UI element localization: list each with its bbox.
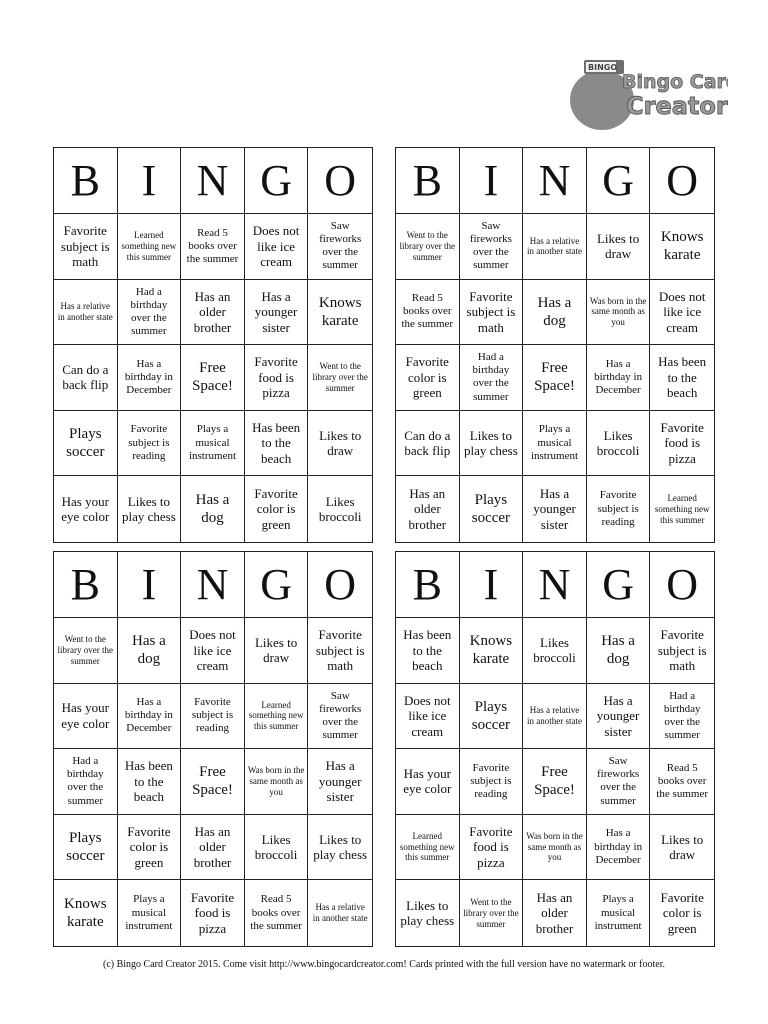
bingo-cell-went-to-the-library-over-the-summer: Went to the library over the summer (460, 880, 524, 946)
bingo-cell-plays-soccer: Plays soccer (460, 684, 524, 750)
bingo-cell-was-born-in-the-same-month-as-you: Was born in the same month as you (245, 749, 309, 815)
bingo-cell-favorite-food-is-pizza: Favorite food is pizza (650, 411, 714, 477)
header-letter-b: B (396, 148, 460, 214)
header-letter-n: N (181, 552, 245, 618)
free-space-cell: Free Space! (181, 749, 245, 815)
bingo-cell-has-been-to-the-beach: Has been to the beach (245, 411, 309, 477)
bingo-cell-read-5-books-over-the-summer: Read 5 books over the summer (181, 214, 245, 280)
bingo-cell-has-a-relative-in-another-state: Has a relative in another state (312, 902, 368, 924)
bingo-cell-plays-soccer: Plays soccer (54, 411, 118, 477)
bingo-cell-has-an-older-brother: Has an older brother (396, 476, 460, 542)
header-letter-n: N (523, 148, 587, 214)
bingo-cell-saw-fireworks-over-the-summer: Saw fireworks over the summer (308, 684, 372, 750)
bingo-cell-does-not-like-ice-cream: Does not like ice cream (245, 214, 309, 280)
bingo-cell-has-a-birthday-in-december: Has a birthday in December (587, 345, 651, 411)
bingo-cell-likes-broccoli: Likes broccoli (523, 618, 587, 684)
bingo-cell-has-a-dog: Has a dog (118, 618, 182, 684)
header-letter-g: G (587, 552, 651, 618)
bingo-cell-read-5-books-over-the-summer: Read 5 books over the summer (245, 880, 309, 946)
bingo-cell-has-a-relative-in-another-state: Has a relative in another state (523, 214, 587, 280)
header-letter-b: B (54, 552, 118, 618)
bingo-cell-can-do-a-back-flip: Can do a back flip (396, 411, 460, 477)
bingo-cell-favorite-subject-is-reading: Favorite subject is reading (587, 476, 651, 542)
bingo-cell-favorite-food-is-pizza: Favorite food is pizza (460, 815, 524, 881)
bingo-cell-plays-a-musical-instrument: Plays a musical instrument (181, 411, 245, 477)
bingo-card-1 (53, 147, 373, 543)
free-space-cell: Free Space! (181, 345, 245, 411)
bingo-cell-plays-a-musical-instrument: Plays a musical instrument (587, 880, 651, 946)
bingo-cell-went-to-the-library-over-the-summer: Went to the library over the summer (308, 345, 372, 411)
bingo-cell-knows-karate: Knows karate (308, 280, 372, 346)
header-letter-n: N (181, 148, 245, 214)
logo-badge: BINGO (588, 63, 618, 72)
header-letter-i: I (118, 148, 182, 214)
bingo-cell-favorite-color-is-green: Favorite color is green (118, 815, 182, 881)
bingo-cell-favorite-color-is-green: Favorite color is green (245, 476, 309, 542)
bingo-cell-plays-a-musical-instrument: Plays a musical instrument (118, 880, 182, 946)
header-letter-g: G (245, 552, 309, 618)
logo-graphic (568, 48, 728, 132)
bingo-cell-learned-something-new-this-summer: Learned something new this summer (118, 214, 182, 280)
bingo-cell-favorite-food-is-pizza: Favorite food is pizza (245, 345, 309, 411)
bingo-cell-has-your-eye-color: Has your eye color (396, 749, 460, 815)
bingo-cell-favorite-subject-is-reading: Favorite subject is reading (460, 749, 524, 815)
bingo-cell-favorite-subject-is-math: Favorite subject is math (460, 280, 524, 346)
header-letter-o: O (650, 148, 714, 214)
bingo-cell-learned-something-new-this-summer: Learned something new this summer (654, 492, 710, 525)
bingo-card-creator-logo (568, 48, 728, 132)
bingo-cell-was-born-in-the-same-month-as-you: Was born in the same month as you (587, 280, 651, 346)
bingo-cell-likes-broccoli: Likes broccoli (587, 411, 651, 477)
header-letter-b: B (396, 552, 460, 618)
bingo-cell-likes-to-play-chess: Likes to play chess (118, 476, 182, 542)
header-letter-i: I (460, 148, 524, 214)
bingo-cell-knows-karate: Knows karate (650, 214, 714, 280)
bingo-cell-has-a-younger-sister: Has a younger sister (523, 476, 587, 542)
bingo-cell-likes-to-draw: Likes to draw (308, 411, 372, 477)
bingo-cell-favorite-subject-is-reading: Favorite subject is reading (118, 411, 182, 477)
bingo-cell-does-not-like-ice-cream: Does not like ice cream (396, 684, 460, 750)
bingo-cell-had-a-birthday-over-the-summer: Had a birthday over the summer (650, 684, 714, 750)
header-letter-b: B (54, 148, 118, 214)
header-letter-i: I (118, 552, 182, 618)
bingo-cell-does-not-like-ice-cream: Does not like ice cream (650, 280, 714, 346)
header-letter-o: O (308, 552, 372, 618)
bingo-cell-had-a-birthday-over-the-summer: Had a birthday over the summer (118, 280, 182, 346)
bingo-cell-has-a-dog: Has a dog (523, 280, 587, 346)
bingo-cell-has-a-younger-sister: Has a younger sister (587, 684, 651, 750)
bingo-cell-knows-karate: Knows karate (460, 618, 524, 684)
bingo-cell-read-5-books-over-the-summer: Read 5 books over the summer (650, 749, 714, 815)
bingo-cell-likes-to-play-chess: Likes to play chess (396, 880, 460, 946)
bingo-cell-favorite-subject-is-math: Favorite subject is math (54, 214, 118, 280)
bingo-cell-had-a-birthday-over-the-summer: Had a birthday over the summer (54, 749, 118, 815)
bingo-cell-likes-broccoli: Likes broccoli (245, 815, 309, 881)
bingo-cell-favorite-color-is-green: Favorite color is green (396, 345, 460, 411)
bingo-cell-has-been-to-the-beach: Has been to the beach (396, 618, 460, 684)
bingo-card-3 (53, 551, 373, 947)
bingo-cell-has-a-relative-in-another-state: Has a relative in another state (523, 684, 587, 750)
free-space-cell: Free Space! (523, 345, 587, 411)
bingo-cell-went-to-the-library-over-the-summer: Went to the library over the summer (396, 214, 460, 280)
bingo-cell-has-an-older-brother: Has an older brother (523, 880, 587, 946)
bingo-cell-was-born-in-the-same-month-as-you: Was born in the same month as you (523, 815, 587, 881)
bingo-card-2 (395, 147, 715, 543)
bingo-cell-favorite-subject-is-reading: Favorite subject is reading (181, 684, 245, 750)
header-letter-n: N (523, 552, 587, 618)
logo-line2: Creator (626, 92, 728, 120)
bingo-cell-saw-fireworks-over-the-summer: Saw fireworks over the summer (587, 749, 651, 815)
bingo-cell-likes-broccoli: Likes broccoli (318, 493, 362, 525)
bingo-cell-favorite-food-is-pizza: Favorite food is pizza (181, 880, 245, 946)
bingo-cell-has-a-birthday-in-december: Has a birthday in December (118, 684, 182, 750)
bingo-cell-likes-to-play-chess: Likes to play chess (460, 411, 524, 477)
bingo-cell-has-a-relative-in-another-state: Has a relative in another state (54, 280, 118, 346)
header-letter-g: G (245, 148, 309, 214)
bingo-cell-has-your-eye-color: Has your eye color (54, 684, 118, 750)
free-space-cell: Free Space! (523, 749, 587, 815)
header-letter-i: I (460, 552, 524, 618)
bingo-cell-has-a-birthday-in-december: Has a birthday in December (118, 345, 182, 411)
bingo-cell-learned-something-new-this-summer: Learned something new this summer (245, 684, 309, 750)
bingo-cell-saw-fireworks-over-the-summer: Saw fireworks over the summer (460, 214, 524, 280)
bingo-cell-plays-a-musical-instrument: Plays a musical instrument (523, 411, 587, 477)
footer-note: (c) Bingo Card Creator 2015. Come visit http://www.bingocardcreator.com! Cards printed with the full version have no watermark or footer. (103, 959, 665, 970)
bingo-cell-knows-karate: Knows karate (54, 880, 118, 946)
bingo-cell-has-a-younger-sister: Has a younger sister (245, 280, 309, 346)
header-letter-o: O (308, 148, 372, 214)
bingo-cell-saw-fireworks-over-the-summer: Saw fireworks over the summer (308, 214, 372, 280)
bingo-cell-has-a-younger-sister: Has a younger sister (308, 749, 372, 815)
bingo-cell-has-your-eye-color: Has your eye color (54, 476, 118, 542)
bingo-cell-favorite-subject-is-math: Favorite subject is math (308, 618, 372, 684)
bingo-cell-favorite-subject-is-math: Favorite subject is math (650, 618, 714, 684)
bingo-card-4 (395, 551, 715, 947)
logo-line1: Bingo Card (622, 71, 728, 93)
bingo-cell-learned-something-new-this-summer: Learned something new this summer (396, 815, 460, 881)
bingo-cell-has-an-older-brother: Has an older brother (181, 815, 245, 881)
bingo-cell-plays-soccer: Plays soccer (54, 815, 118, 881)
header-letter-g: G (587, 148, 651, 214)
bingo-cell-has-been-to-the-beach: Has been to the beach (118, 749, 182, 815)
bingo-cell-read-5-books-over-the-summer: Read 5 books over the summer (396, 280, 460, 346)
bingo-cell-favorite-color-is-green: Favorite color is green (660, 889, 704, 936)
bingo-cell-can-do-a-back-flip: Can do a back flip (54, 345, 118, 411)
bingo-cell-went-to-the-library-over-the-summer: Went to the library over the summer (54, 618, 118, 684)
bingo-cell-had-a-birthday-over-the-summer: Had a birthday over the summer (460, 345, 524, 411)
bingo-cell-plays-soccer: Plays soccer (460, 476, 524, 542)
bingo-cell-has-a-dog: Has a dog (587, 618, 651, 684)
bingo-cell-has-been-to-the-beach: Has been to the beach (650, 345, 714, 411)
bingo-cell-likes-to-play-chess: Likes to play chess (308, 815, 372, 881)
bingo-cell-has-a-dog: Has a dog (181, 476, 245, 542)
bingo-cell-likes-to-draw: Likes to draw (245, 618, 309, 684)
bingo-cell-likes-to-draw: Likes to draw (650, 815, 714, 881)
bingo-cell-has-an-older-brother: Has an older brother (181, 280, 245, 346)
bingo-cell-likes-to-draw: Likes to draw (587, 214, 651, 280)
header-letter-o: O (650, 552, 714, 618)
bingo-cell-does-not-like-ice-cream: Does not like ice cream (181, 618, 245, 684)
bingo-cell-has-a-birthday-in-december: Has a birthday in December (587, 815, 651, 881)
